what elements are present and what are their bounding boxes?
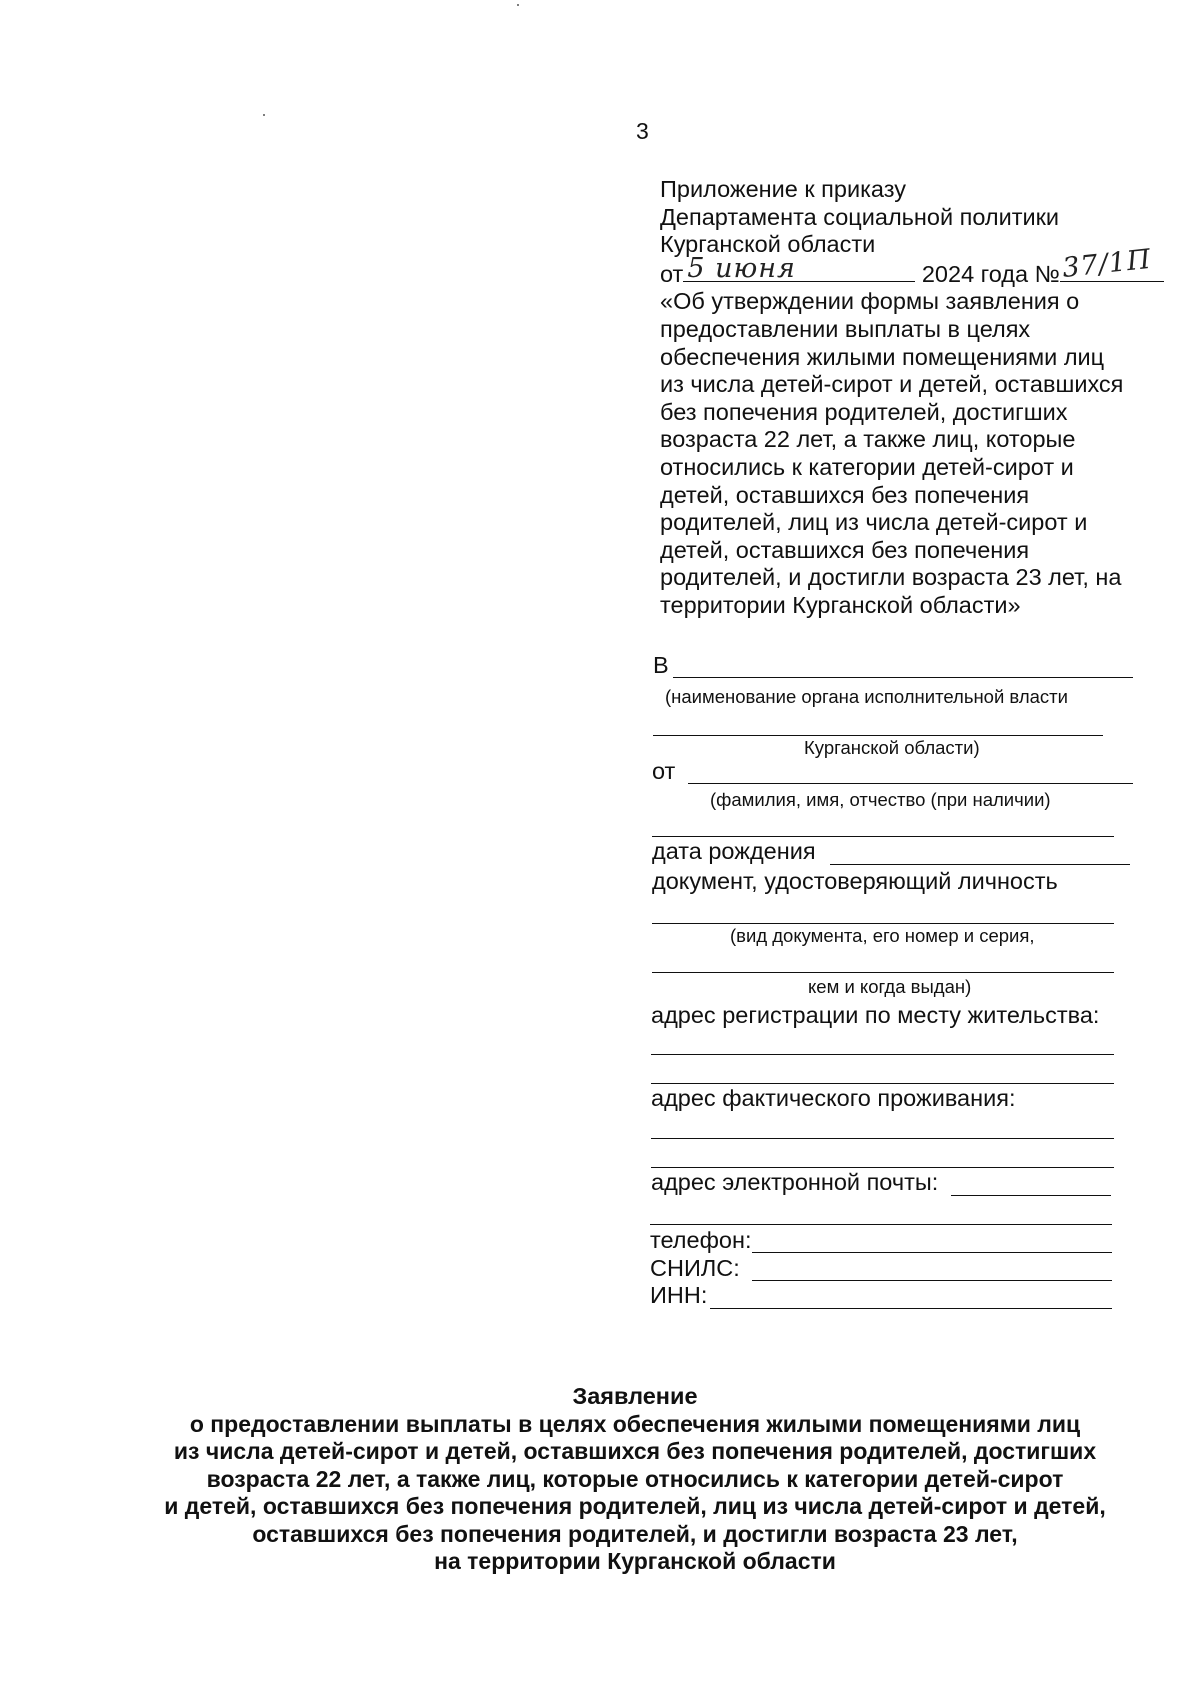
actual-address-label: адрес фактического проживания: xyxy=(651,1085,1016,1111)
order-date-field xyxy=(683,253,915,285)
subject-line: без попечения родителей, достигших xyxy=(660,398,1068,425)
to-field-line-2[interactable] xyxy=(653,735,1103,736)
subject-line: возраста 22 лет, а также лиц, которые xyxy=(660,426,1076,453)
registration-address-label: адрес регистрации по месту жительства: xyxy=(651,1002,1100,1028)
to-field-line[interactable] xyxy=(673,677,1133,678)
to-label: В xyxy=(653,652,669,678)
id-document-caption-2: кем и когда выдан) xyxy=(808,976,972,997)
id-document-label: документ, удостоверяющий личность xyxy=(652,868,1058,894)
subject-line: «Об утверждении формы заявления о xyxy=(660,288,1080,315)
order-date-handwritten: 5 июня xyxy=(687,253,796,285)
id-document-field-line[interactable] xyxy=(652,923,1114,924)
snils-label: СНИЛС: xyxy=(650,1255,740,1281)
phone-field[interactable] xyxy=(752,1252,1112,1253)
order-prefix: от xyxy=(660,260,684,287)
subject-line: обеспечения жилыми помещениями лиц xyxy=(660,343,1105,370)
email-field-line-2[interactable] xyxy=(650,1224,1112,1225)
appendix-header xyxy=(660,176,1180,620)
subject-line: родителей, лиц из числа детей-сирот и xyxy=(660,509,1088,536)
inn-field[interactable] xyxy=(710,1308,1112,1309)
subject-line: территории Курганской области» xyxy=(660,591,1021,618)
scan-speck xyxy=(517,4,519,6)
subject-line: из числа детей-сирот и детей, оставшихся xyxy=(660,371,1124,398)
statement-title-line: о предоставлении выплаты в целях обеспечения жилыми помещениями лиц xyxy=(189,1410,1081,1437)
subject-line: родителей, и достигли возраста 23 лет, на xyxy=(660,564,1122,591)
appendix-line-2: Департамента социальной политики xyxy=(660,203,1060,230)
order-number-handwritten: 37/1П xyxy=(1060,244,1153,285)
to-caption-1: (наименование органа исполнительной власти xyxy=(665,686,1068,707)
scan-speck xyxy=(263,114,265,116)
appendix-line-3: Курганской области xyxy=(660,231,876,258)
statement-title-line: на территории Курганской области xyxy=(434,1548,836,1574)
actual-address-line-1[interactable] xyxy=(651,1138,1114,1139)
to-caption-2: Курганской области) xyxy=(804,737,980,758)
id-document-caption-1: (вид документа, его номер и серия, xyxy=(730,925,1035,946)
from-field-line[interactable] xyxy=(688,783,1133,784)
order-number-field xyxy=(1060,244,1164,285)
statement-title-block xyxy=(100,1383,1170,1576)
statement-title-line: возраста 22 лет, а также лиц, которые относились к категории детей-сирот xyxy=(206,1465,1064,1492)
subject-line: детей, оставшихся без попечения xyxy=(660,481,1030,508)
statement-title-line: оставшихся без попечения родителей, и достигли возраста 23 лет, xyxy=(252,1520,1018,1547)
actual-address-line-2[interactable] xyxy=(651,1167,1114,1168)
page-number: 3 xyxy=(636,118,649,144)
inn-label: ИНН: xyxy=(650,1282,708,1308)
from-field-line-2[interactable] xyxy=(652,836,1114,837)
subject-line: предоставлении выплаты в целях xyxy=(660,315,1031,342)
statement-heading: Заявление xyxy=(572,1383,698,1409)
registration-address-line-1[interactable] xyxy=(651,1054,1114,1055)
from-label: от xyxy=(652,758,676,784)
phone-label: телефон: xyxy=(650,1227,752,1253)
appendix-line-1: Приложение к приказу xyxy=(660,176,906,202)
registration-address-line-2[interactable] xyxy=(651,1083,1114,1084)
statement-title-line: и детей, оставшихся без попечения родителей, лиц из числа детей-сирот и детей, xyxy=(164,1493,1106,1519)
subject-line: относились к категории детей-сирот и xyxy=(660,453,1074,480)
birth-date-label: дата рождения xyxy=(652,838,816,864)
subject-line: детей, оставшихся без попечения xyxy=(660,536,1030,563)
email-label: адрес электронной почты: xyxy=(651,1169,939,1195)
snils-field[interactable] xyxy=(752,1280,1112,1281)
id-document-field-line-2[interactable] xyxy=(652,972,1114,973)
birth-date-field[interactable] xyxy=(830,864,1130,865)
email-field[interactable] xyxy=(951,1195,1111,1196)
from-caption: (фамилия, имя, отчество (при наличии) xyxy=(710,789,1051,810)
statement-title-line: из числа детей-сирот и детей, оставшихся без попечения родителей, достигших xyxy=(173,1438,1097,1464)
order-year-text: 2024 года № xyxy=(921,260,1060,287)
